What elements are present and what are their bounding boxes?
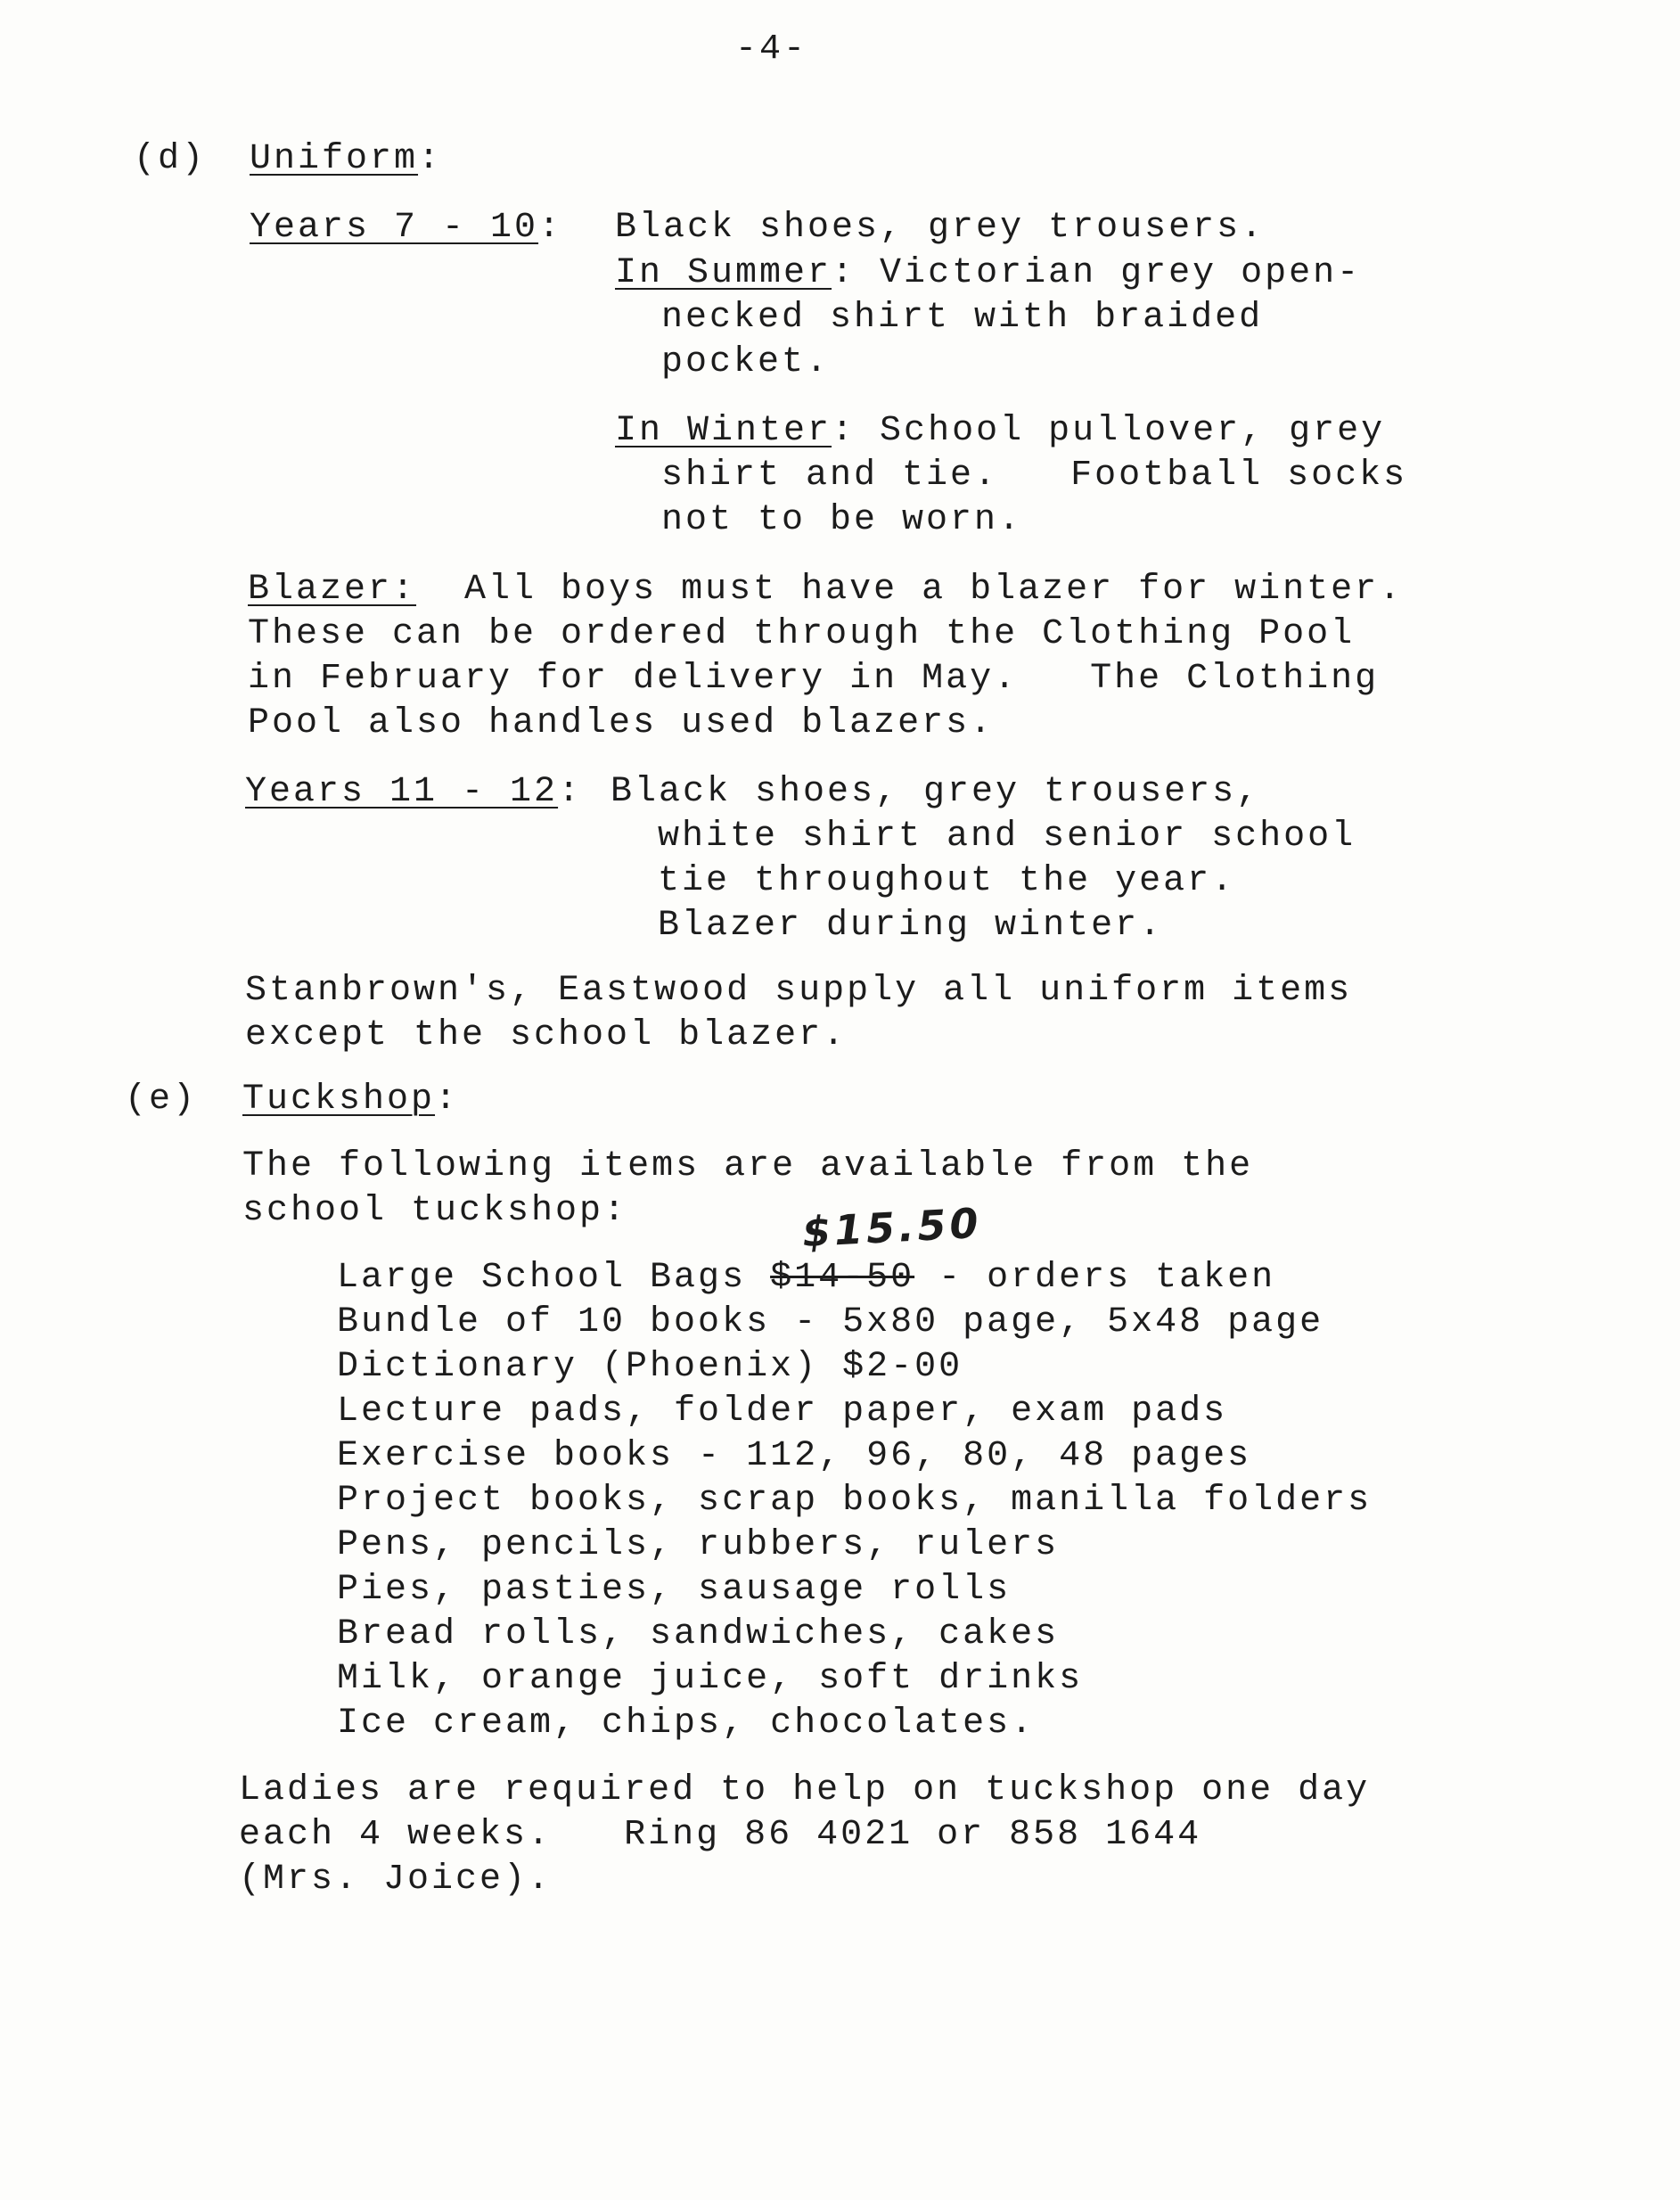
item-exercise: Exercise books - 112, 96, 80, 48 pages [337,1436,1252,1476]
item-milk: Milk, orange juice, soft drinks [337,1659,1084,1699]
years-11-12-label [245,771,582,814]
ladies-line3: (Mrs. Joice). [239,1859,553,1900]
item-bundle: Bundle of 10 books - 5x80 page, 5x48 page [337,1302,1324,1342]
winter-line3: not to be worn. [661,500,1023,540]
handwritten-price: $15.50 [800,1198,983,1257]
years-7-10-colon: : [538,208,563,248]
item-project: Project books, scrap books, manilla folders [337,1481,1373,1521]
tuckshop-heading-colon: : [435,1079,460,1120]
years-11-12-line2: white shirt and senior school [658,817,1356,857]
winter-line1-rest: : School pullover, grey [832,411,1386,451]
years-11-12-line3: tie throughout the year. [658,861,1236,901]
blazer-line1-rest: All boys must have a blazer for winter. [416,570,1404,610]
item-lecture: Lecture pads, folder paper, exam pads [337,1391,1228,1432]
item-dictionary: Dictionary (Phoenix) $2-00 [337,1347,963,1387]
years-11-12-line1: Black shoes, grey trousers, [611,772,1261,812]
winter-line1 [615,410,1385,453]
item-bags-rest: - orders taken [914,1258,1276,1298]
summer-line3: pocket. [661,342,831,382]
item-pens: Pens, pencils, rubbers, rulers [337,1525,1060,1565]
blazer-line4: Pool also handles used blazers. [248,703,995,743]
blazer-label: Blazer: [248,570,417,610]
ladies-line2: each 4 weeks. Ring 86 4021 or 858 1644 [239,1815,1202,1855]
blazer-line2: These can be ordered through the Clothing Pool [248,614,1356,654]
years-11-12-text: Years 11 - 12 [245,772,559,812]
item-icecream: Ice cream, chips, chocolates. [337,1703,1036,1744]
winter-label: In Winter [615,411,832,451]
tuckshop-intro-line2: school tuckshop: [242,1191,628,1231]
tuckshop-heading: Tuckshop [242,1079,436,1120]
years-7-10-label [250,207,562,250]
uniform-heading: Uniform [250,139,419,179]
years-7-10-line1: Black shoes, grey trousers. [615,208,1266,248]
ladies-line1: Ladies are required to help on tuckshop one day [239,1770,1371,1810]
summer-line2: necked shirt with braided [661,298,1264,338]
section-d-marker: (d) [134,139,207,179]
item-pies: Pies, pasties, sausage rolls [337,1570,1012,1610]
supplier-line1: Stanbrown's, Eastwood supply all uniform items [245,971,1353,1011]
section-d-heading [250,138,442,181]
years-11-12-line4: Blazer during winter. [658,906,1164,946]
item-bags-old-price: $14-50 [770,1258,915,1298]
years-11-12-colon: : [558,772,583,812]
item-bread: Bread rolls, sandwiches, cakes [337,1614,1060,1654]
supplier-line2: except the school blazer. [245,1015,848,1055]
summer-line1 [615,252,1361,295]
winter-line2: shirt and tie. Football socks [661,456,1408,496]
summer-label: In Summer [615,253,832,293]
uniform-heading-colon: : [418,139,443,179]
section-e-heading [242,1079,459,1121]
years-7-10-text: Years 7 - 10 [250,208,539,248]
item-bags [337,1257,1275,1300]
item-bags-label: Large School Bags [337,1258,771,1298]
tuckshop-intro-line1: The following items are available from the [242,1146,1254,1186]
blazer-line1 [248,569,1403,612]
section-e-marker: (e) [125,1079,198,1120]
page-number: -4- [735,29,808,70]
blazer-line3: in February for delivery in May. The Clothing [248,659,1380,699]
summer-line1-rest: : Victorian grey open- [832,253,1362,293]
